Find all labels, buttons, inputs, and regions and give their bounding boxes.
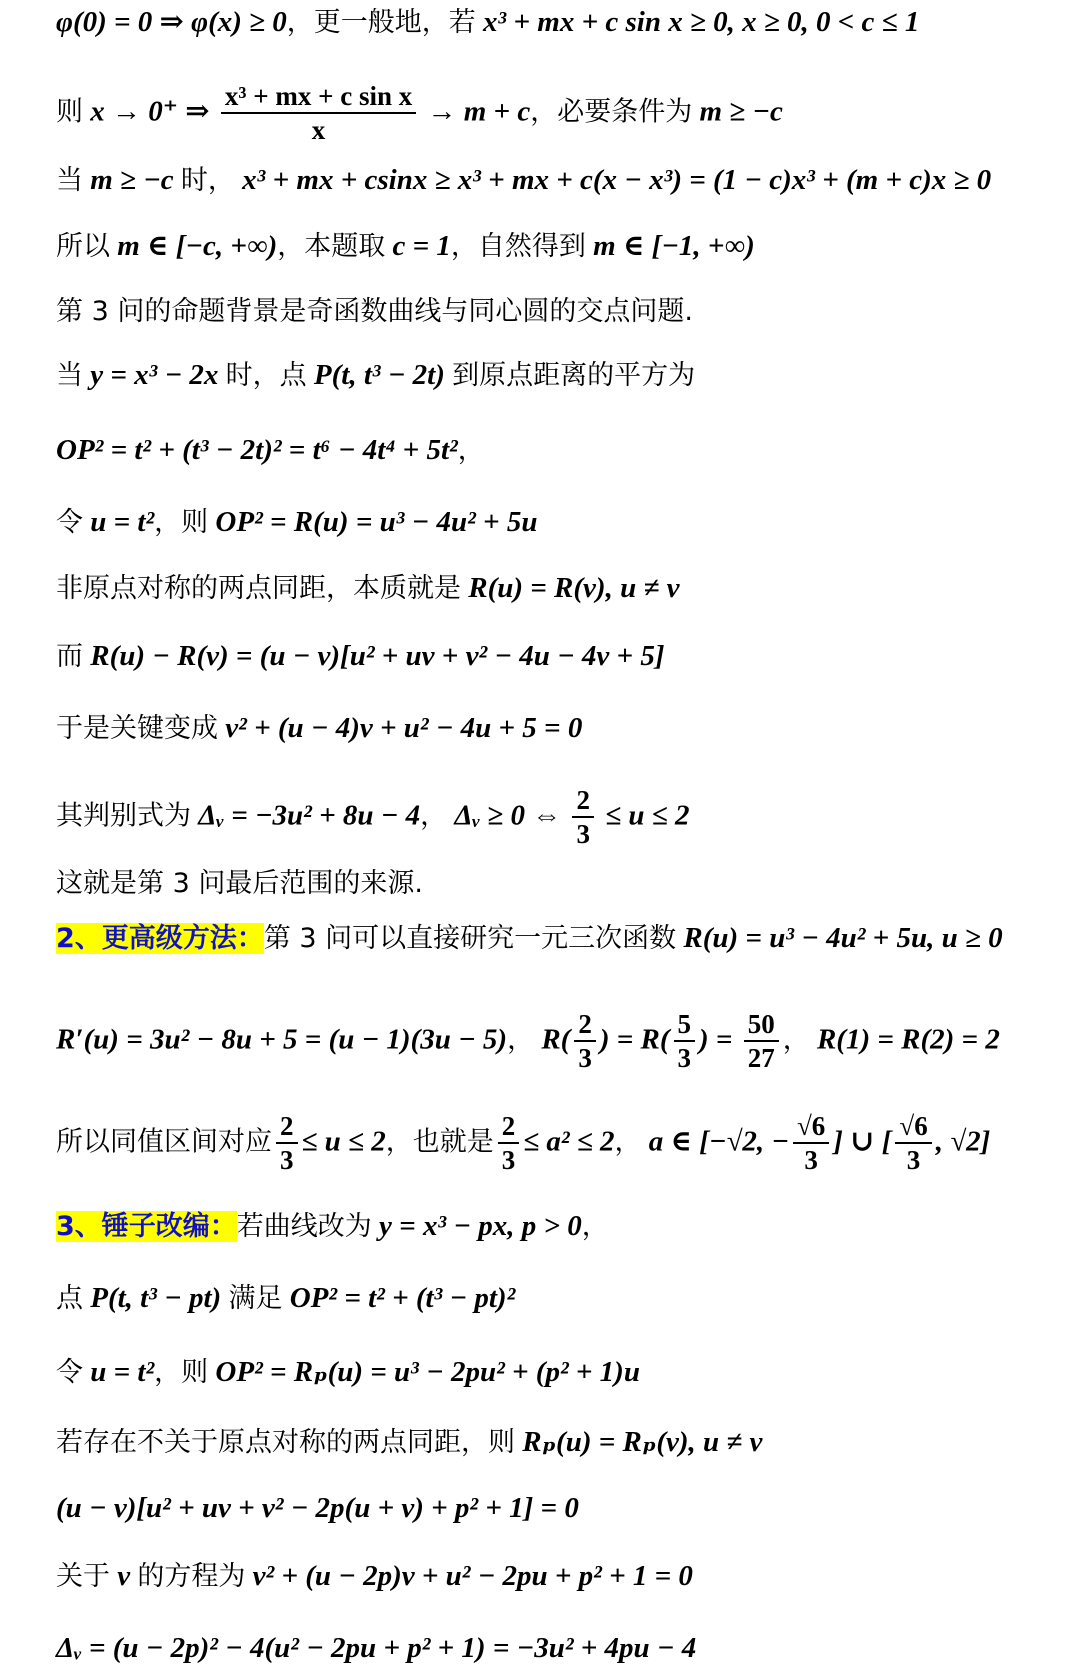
fraction xyxy=(674,1008,696,1074)
math-formula: , √2] xyxy=(935,1125,991,1158)
fraction-denominator: 3 xyxy=(576,819,590,849)
text-span: 关于 xyxy=(56,1561,110,1592)
text-span: 第 3 问的命题背景是奇函数曲线与同心圆的交点问题. xyxy=(56,296,693,327)
text-span: 时，点 xyxy=(225,360,307,391)
math-formula: R(1) = R(2) = 2 xyxy=(809,1023,1000,1056)
line-18 xyxy=(56,1278,1060,1319)
math-formula: ] ∪ [ xyxy=(833,1125,892,1158)
line-23 xyxy=(56,1628,1060,1669)
line-17 xyxy=(56,1206,1060,1247)
text-span: ， xyxy=(457,435,485,466)
math-formula: v² + (u − 4)v + u² − 4u + 5 = 0 xyxy=(218,712,583,744)
math-formula: → m + c xyxy=(420,95,531,128)
line-10 xyxy=(56,636,1060,677)
fraction xyxy=(276,1110,298,1176)
math-formula: OP² = Rₚ(u) = u³ − 2pu² + (p² + 1)u xyxy=(208,1356,640,1388)
math-formula: ≤ a² ≤ 2 xyxy=(523,1125,615,1158)
text-span: ，自然得到 xyxy=(450,231,586,262)
math-formula: v xyxy=(110,1560,138,1592)
math-formula: u = t² xyxy=(83,506,155,538)
fraction-numerator: 5 xyxy=(674,1008,696,1042)
math-formula: OP² = R(u) = u³ − 4u² + 5u xyxy=(208,506,538,538)
text-span: 当 xyxy=(56,360,83,391)
fraction xyxy=(574,1008,596,1074)
math-formula: x³ + mx + c sin x ≥ 0, x ≥ 0, 0 < c ≤ 1 xyxy=(475,6,920,38)
text-span: ， xyxy=(507,1024,535,1056)
fraction-denominator: 3 xyxy=(501,1145,516,1175)
line-14 xyxy=(56,918,1060,959)
math-formula: R(u) − R(v) = (u − v)[u² + uv + v² − 4u − 4v + 5] xyxy=(83,640,665,672)
math-formula: (u − v)[u² + uv + v² − 2p(u + v) + p² + 1] = 0 xyxy=(56,1492,579,1524)
fraction-numerator: 50 xyxy=(744,1008,779,1042)
line-21 xyxy=(56,1488,1060,1529)
fraction-denominator: 3 xyxy=(280,1145,294,1175)
text-span: ，必要条件为 xyxy=(530,96,693,128)
math-formula: Δᵥ = −3u² + 8u − 4 xyxy=(191,799,421,832)
text-span: 则 xyxy=(56,96,83,128)
math-formula: Δᵥ = (u − 2p)² − 4(u² − 2pu + p² + 1) = −3u² + 4pu − 4 xyxy=(56,1632,697,1664)
math-formula: m ∈ [−1, +∞) xyxy=(585,230,755,262)
math-formula: v² + (u − 2p)v + u² − 2pu + p² + 1 = 0 xyxy=(245,1560,693,1592)
line-5 xyxy=(56,292,1060,332)
line-20 xyxy=(56,1422,1060,1463)
line-11 xyxy=(56,708,1060,749)
text-span: 当 xyxy=(56,165,83,196)
math-formula: OP² = t² + (t³ − 2t)² = t⁶ − 4t⁴ + 5t² xyxy=(56,434,458,466)
line-1 xyxy=(56,2,1060,43)
text-span: ， xyxy=(420,800,448,832)
section-heading: 3、锤子改编： xyxy=(56,1211,237,1242)
text-span: ，则 xyxy=(154,1357,209,1388)
fraction-denominator: 3 xyxy=(804,1145,818,1175)
text-span: 的方程为 xyxy=(137,1561,246,1592)
fraction-numerator: 2 xyxy=(276,1110,298,1144)
fraction-numerator: x³ + mx + c sin x xyxy=(221,80,416,114)
text-span: 到原点距离的平方为 xyxy=(452,360,696,391)
fraction xyxy=(572,784,594,850)
text-span: 满足 xyxy=(228,1283,283,1314)
line-12 xyxy=(56,784,1060,850)
text-span: 若曲线改为 xyxy=(236,1211,372,1242)
text-span: 所以 xyxy=(56,231,110,262)
line-19 xyxy=(56,1352,1060,1393)
math-formula: R′(u) = 3u² − 8u + 5 = (u − 1)(3u − 5) xyxy=(56,1023,508,1056)
line-3 xyxy=(56,160,1060,201)
math-formula: m ≥ −c xyxy=(83,164,181,196)
fraction-numerator: √6 xyxy=(895,1110,931,1144)
line-15 xyxy=(56,1008,1060,1074)
math-formula: φ(0) = 0 ⇒ φ(x) ≥ 0 xyxy=(56,6,287,38)
fraction-denominator: 3 xyxy=(677,1043,692,1073)
line-4 xyxy=(56,226,1060,267)
text-span: ，本题取 xyxy=(277,231,386,262)
text-span: 其判别式为 xyxy=(56,800,191,832)
math-formula: Δᵥ ≥ 0 ⇔ xyxy=(447,799,569,832)
fraction xyxy=(793,1110,829,1176)
line-16 xyxy=(56,1110,1060,1176)
math-formula: y = x³ − px, p > 0 xyxy=(371,1210,582,1242)
fraction xyxy=(221,80,416,146)
text-span: 而 xyxy=(56,641,83,672)
text-span: ， xyxy=(614,1126,642,1158)
fraction-numerator: 2 xyxy=(572,784,594,818)
math-formula: R( xyxy=(534,1023,571,1056)
fraction-numerator: √6 xyxy=(793,1110,829,1144)
text-span: 这就是第 3 问最后范围的来源. xyxy=(56,868,423,899)
text-span: ， xyxy=(782,1024,810,1056)
math-formula: ≤ u ≤ 2 xyxy=(301,1125,386,1158)
math-formula: P(t, t³ − 2t) xyxy=(306,359,453,391)
line-7 xyxy=(56,430,1060,471)
math-formula: ≤ u ≤ 2 xyxy=(597,799,690,832)
math-formula: y = x³ − 2x xyxy=(83,359,226,391)
fraction-denominator: x xyxy=(311,115,326,145)
text-span: 时， xyxy=(180,165,235,196)
text-span: 点 xyxy=(56,1283,83,1314)
fraction-denominator: 27 xyxy=(747,1043,775,1073)
fraction-denominator: 3 xyxy=(578,1043,592,1073)
math-formula: m ≥ −c xyxy=(692,95,783,128)
text-span: ，则 xyxy=(154,507,209,538)
text-span: 于是关键变成 xyxy=(56,713,218,744)
fraction xyxy=(744,1008,779,1074)
text-span: ， xyxy=(581,1211,609,1242)
text-span: ，更一般地，若 xyxy=(286,7,476,38)
line-8 xyxy=(56,502,1060,543)
math-formula: a ∈ [−√2, − xyxy=(641,1125,789,1158)
math-formula: OP² = t² + (t³ − pt)² xyxy=(282,1282,516,1314)
text-span: 令 xyxy=(56,1357,83,1388)
math-formula: R(u) = u³ − 4u² + 5u, u ≥ 0 xyxy=(676,922,1003,954)
text-span: ，也就是 xyxy=(385,1126,494,1158)
section-heading: 2、更高级方法： xyxy=(56,923,264,954)
fraction-denominator: 3 xyxy=(906,1145,921,1175)
line-13 xyxy=(56,864,1060,904)
math-formula: m ∈ [−c, +∞) xyxy=(110,230,278,262)
fraction xyxy=(895,1110,931,1176)
math-formula: u = t² xyxy=(83,1356,155,1388)
text-span: 非原点对称的两点同距，本质就是 xyxy=(56,573,461,604)
math-formula: ) = xyxy=(699,1023,740,1056)
math-formula: P(t, t³ − pt) xyxy=(83,1282,229,1314)
fraction-numerator: 2 xyxy=(574,1008,596,1042)
math-formula: x³ + mx + csinx ≥ x³ + mx + c(x − x³) = (1 − c)x³ + (m + c)x ≥ 0 xyxy=(234,164,992,196)
math-formula: ) = R( xyxy=(599,1023,670,1056)
line-9 xyxy=(56,568,1060,609)
line-22 xyxy=(56,1556,1060,1597)
text-span: 令 xyxy=(56,507,83,538)
math-formula: Rₚ(u) = Rₚ(v), u ≠ v xyxy=(515,1426,763,1458)
line-6 xyxy=(56,355,1060,396)
math-formula: c = 1 xyxy=(385,230,451,262)
text-span: 所以同值区间对应 xyxy=(56,1126,272,1158)
fraction xyxy=(498,1110,520,1176)
line-2 xyxy=(56,80,1060,146)
text-span: 第 3 问可以直接研究一元三次函数 xyxy=(263,923,677,954)
fraction-numerator: 2 xyxy=(498,1110,520,1144)
math-formula: x → 0⁺ ⇒ xyxy=(83,95,217,128)
text-span: 若存在不关于原点对称的两点同距，则 xyxy=(56,1427,515,1458)
math-formula: R(u) = R(v), u ≠ v xyxy=(461,572,680,604)
